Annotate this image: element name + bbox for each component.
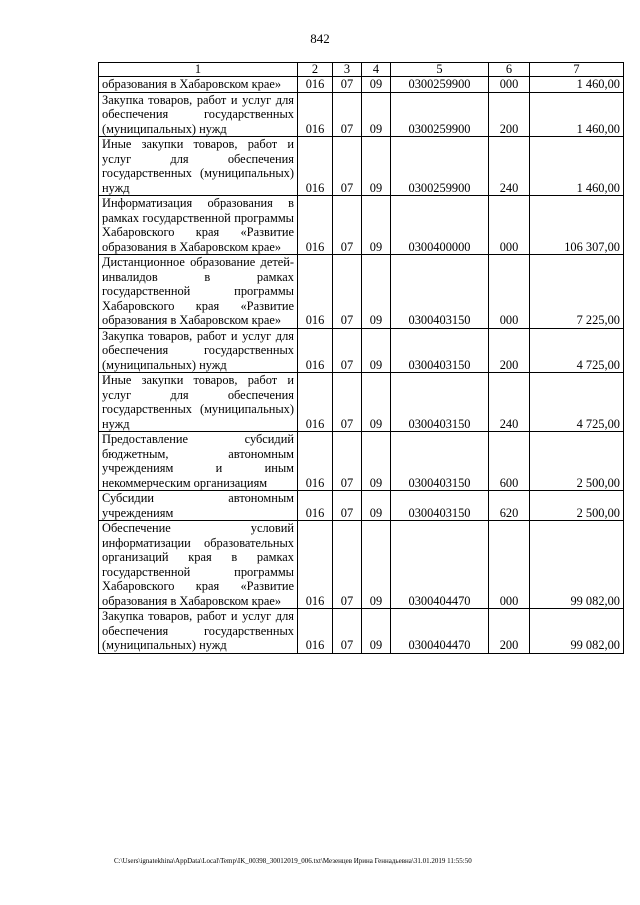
table-row	[99, 255, 624, 329]
column-header: 7	[530, 63, 624, 77]
subsection-code-cell: 09	[362, 609, 391, 654]
expense-type-cell: 000	[489, 521, 530, 609]
expense-name-cell: Информатизация образования в рамках государственной программы Хабаровского края «Развитие образования в Хабаровском крае»	[99, 196, 298, 255]
column-header: 2	[298, 63, 333, 77]
table-row	[99, 609, 624, 654]
subsection-code-cell: 09	[362, 196, 391, 255]
subsection-code-cell: 09	[362, 328, 391, 373]
target-article-cell: 0300404470	[391, 521, 489, 609]
expense-type-cell: 200	[489, 92, 530, 137]
column-header: 1	[99, 63, 298, 77]
amount-cell: 2 500,00	[530, 432, 624, 491]
amount-cell: 1 460,00	[530, 137, 624, 196]
ministry-code-cell: 016	[298, 373, 333, 432]
subsection-code-cell: 09	[362, 491, 391, 521]
expense-name-cell: Обеспечение условий информатизации образовательных организаций края в рамках государственной программы Хабаровского края «Развитие образования в Хабаровском крае»	[99, 521, 298, 609]
subsection-code-cell: 09	[362, 373, 391, 432]
table-row	[99, 373, 624, 432]
subsection-code-cell: 09	[362, 77, 391, 93]
section-code-cell: 07	[333, 609, 362, 654]
ministry-code-cell: 016	[298, 137, 333, 196]
ministry-code-cell: 016	[298, 609, 333, 654]
file-path-footer: C:\Users\ignatekhina\AppData\Local\Temp\IK_00398_30012019_006.txt\Мезенцев Ирина Геннадьевна\31.01.2019 11:55:50	[114, 857, 472, 865]
amount-cell: 1 460,00	[530, 92, 624, 137]
column-header: 3	[333, 63, 362, 77]
expense-name-cell: Иные закупки товаров, работ и услуг для обеспечения государственных (муниципальных) нужд	[99, 373, 298, 432]
amount-cell: 2 500,00	[530, 491, 624, 521]
ministry-code-cell: 016	[298, 92, 333, 137]
ministry-code-cell: 016	[298, 77, 333, 93]
column-header: 6	[489, 63, 530, 77]
section-code-cell: 07	[333, 137, 362, 196]
target-article-cell: 0300403150	[391, 255, 489, 329]
subsection-code-cell: 09	[362, 521, 391, 609]
ministry-code-cell: 016	[298, 196, 333, 255]
expense-name-cell: Закупка товаров, работ и услуг для обеспечения государственных (муниципальных) нужд	[99, 92, 298, 137]
amount-cell: 99 082,00	[530, 521, 624, 609]
subsection-code-cell: 09	[362, 255, 391, 329]
column-header: 5	[391, 63, 489, 77]
target-article-cell: 0300403150	[391, 432, 489, 491]
expense-type-cell: 000	[489, 196, 530, 255]
table-row	[99, 137, 624, 196]
expense-type-cell: 600	[489, 432, 530, 491]
expense-name-cell: Закупка товаров, работ и услуг для обеспечения государственных (муниципальных) нужд	[99, 609, 298, 654]
page-number: 842	[310, 31, 330, 46]
table-row	[99, 491, 624, 521]
amount-cell: 1 460,00	[530, 77, 624, 93]
amount-cell: 4 725,00	[530, 328, 624, 373]
target-article-cell: 0300259900	[391, 137, 489, 196]
ministry-code-cell: 016	[298, 255, 333, 329]
expense-name-cell: Дистанционное образование детей-инвалидов в рамках государственной программы Хабаровского края «Развитие образования в Хабаровском крае»	[99, 255, 298, 329]
subsection-code-cell: 09	[362, 92, 391, 137]
expense-type-cell: 240	[489, 373, 530, 432]
section-code-cell: 07	[333, 373, 362, 432]
target-article-cell: 0300259900	[391, 77, 489, 93]
expense-name-cell: Иные закупки товаров, работ и услуг для обеспечения государственных (муниципальных) нужд	[99, 137, 298, 196]
expense-name-cell: Предоставление субсидий бюджетным, автономным учреждениям и иным некоммерческим организациям	[99, 432, 298, 491]
expense-type-cell: 200	[489, 609, 530, 654]
section-code-cell: 07	[333, 491, 362, 521]
target-article-cell: 0300259900	[391, 92, 489, 137]
target-article-cell: 0300400000	[391, 196, 489, 255]
ministry-code-cell: 016	[298, 432, 333, 491]
expense-type-cell: 200	[489, 328, 530, 373]
expense-name-cell: образования в Хабаровском крае»	[99, 77, 298, 93]
table-row	[99, 92, 624, 137]
ministry-code-cell: 016	[298, 491, 333, 521]
target-article-cell: 0300403150	[391, 373, 489, 432]
table-row	[99, 328, 624, 373]
section-code-cell: 07	[333, 77, 362, 93]
ministry-code-cell: 016	[298, 521, 333, 609]
section-code-cell: 07	[333, 521, 362, 609]
table-header-row	[99, 63, 624, 77]
target-article-cell: 0300404470	[391, 609, 489, 654]
amount-cell: 7 225,00	[530, 255, 624, 329]
column-header: 4	[362, 63, 391, 77]
amount-cell: 99 082,00	[530, 609, 624, 654]
section-code-cell: 07	[333, 92, 362, 137]
expense-type-cell: 000	[489, 255, 530, 329]
expense-type-cell: 000	[489, 77, 530, 93]
expense-name-cell: Закупка товаров, работ и услуг для обеспечения государственных (муниципальных) нужд	[99, 328, 298, 373]
table-row	[99, 77, 624, 93]
table-row	[99, 521, 624, 609]
section-code-cell: 07	[333, 432, 362, 491]
subsection-code-cell: 09	[362, 432, 391, 491]
table-row	[99, 432, 624, 491]
budget-table	[98, 62, 624, 654]
ministry-code-cell: 016	[298, 328, 333, 373]
expense-type-cell: 620	[489, 491, 530, 521]
subsection-code-cell: 09	[362, 137, 391, 196]
table-row	[99, 196, 624, 255]
expense-name-cell: Субсидии автономным учреждениям	[99, 491, 298, 521]
amount-cell: 106 307,00	[530, 196, 624, 255]
target-article-cell: 0300403150	[391, 491, 489, 521]
expense-type-cell: 240	[489, 137, 530, 196]
target-article-cell: 0300403150	[391, 328, 489, 373]
section-code-cell: 07	[333, 328, 362, 373]
section-code-cell: 07	[333, 196, 362, 255]
amount-cell: 4 725,00	[530, 373, 624, 432]
section-code-cell: 07	[333, 255, 362, 329]
